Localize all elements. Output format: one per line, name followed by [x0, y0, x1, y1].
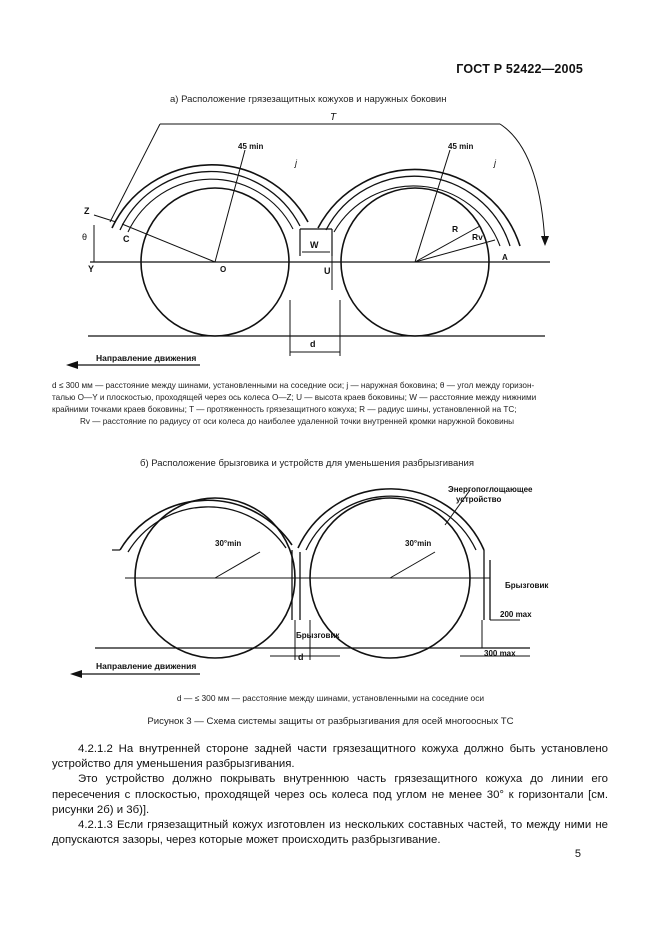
fender-right-outer: [318, 169, 520, 246]
label-theta: θ: [82, 232, 88, 242]
label-R: R: [452, 224, 459, 234]
label-45min-left: 45 min: [238, 142, 264, 151]
label-direction-b: Направление движения: [96, 661, 197, 671]
label-45min-right: 45 min: [448, 142, 474, 151]
label-30min-right: 30°min: [405, 539, 432, 548]
label-200max: 200 max: [500, 610, 532, 619]
label-flap-right: Брызговик: [505, 581, 549, 590]
label-flap-left: Брызговик: [296, 631, 340, 640]
page-number: 5: [574, 848, 581, 860]
label-T: T: [330, 112, 337, 123]
label-j-right: j: [494, 158, 496, 168]
paragraph: 4.2.1.3 Если грязезащитный кожух изготовлен из нескольких составных частей, то между ними не допускаются зазоры, через которые может происходить разбрызгивание.: [52, 819, 608, 847]
label-Y: Y: [88, 264, 95, 274]
figure-a-caption: а) Расположение грязезащитных кожухов и наружных боковин: [170, 94, 447, 105]
label-j-left: j: [295, 158, 297, 168]
label-d-b: d: [298, 652, 304, 662]
label-A: A: [502, 253, 508, 262]
label-W: W: [310, 240, 319, 250]
body-text: [52, 742, 608, 848]
label-C: C: [123, 234, 130, 244]
label-30min-left: 30°min: [215, 539, 242, 548]
document-id: ГОСТ Р 52422—2005: [456, 62, 583, 76]
figure-a-legend: d ≤ 300 мм — расстояние между шинами, установленными на соседние оси; j — наружная боковина; θ — угол между горизон- талью O—Y и плоскостью, проходящей через ось колеса O—Z; U — высота краев боковины; W — расстояние между нижними крайними точками краев боковины; T — протяженность грязезащитного кожуха; R — радиус шины, установленной на ТС; Rv — расстояние по радиусу от оси колеса до наиболее удаленной точки внутренней кромки наружной боковины: [52, 381, 537, 426]
figure-b-caption: б) Расположение брызговика и устройств для уменьшения разбрызгивания: [140, 458, 474, 469]
figure-b-legend: d — ≤ 300 мм — расстояние между шинами, установленными на соседние оси: [176, 693, 485, 703]
figure-a-diagram: [0, 0, 661, 380]
label-Z: Z: [84, 206, 90, 216]
label-energy-2: устройство: [456, 495, 502, 504]
label-O: O: [220, 265, 227, 274]
label-Rv: Rv: [472, 232, 483, 242]
label-energy-1: Энергопоглощающее: [448, 485, 533, 494]
fender-left-outer: [112, 165, 308, 228]
paragraph: 4.2.1.2 На внутренней стороне задней части грязезащитного кожуха должно быть установлено устройство для уменьшения разбрызгивания.: [52, 743, 608, 771]
paragraph: Это устройство должно покрывать внутреннюю часть грязезащитного кожуха до линии его пересечения с плоскостью, проходящей через ось колеса под углом не менее 30° к горизонтали [см. рисунки 2б) и 3б)].: [52, 773, 608, 816]
label-d: d: [310, 339, 316, 349]
label-U: U: [324, 266, 331, 276]
label-direction-a: Направление движения: [96, 353, 197, 363]
figure-b-diagram: [0, 470, 661, 690]
label-300max: 300 max: [484, 649, 516, 658]
figure-caption: Рисунок 3 — Схема системы защиты от разбрызгивания для осей многоосных ТС: [147, 716, 514, 727]
